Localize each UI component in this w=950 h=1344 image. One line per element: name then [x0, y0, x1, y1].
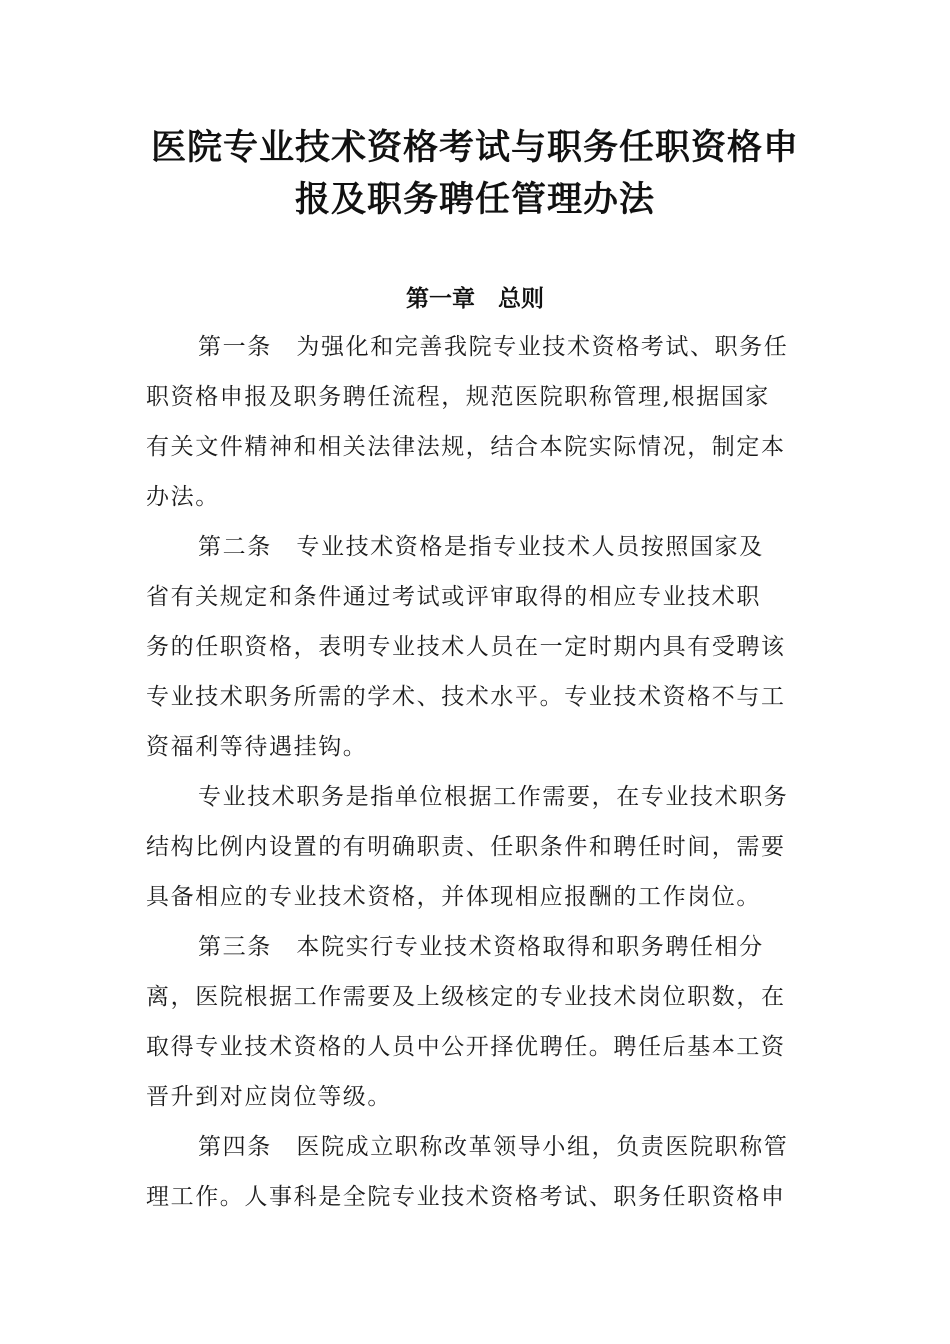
text-line: 具备相应的专业技术资格，并体现相应报酬的工作岗位。: [146, 884, 761, 910]
text-line: 结构比例内设置的有明确职责、任职条件和聘任时间，需要: [146, 834, 786, 860]
text-line: 专业技术职务是指单位根据工作需要，在专业技术职务: [198, 784, 789, 810]
text-line: 资福利等待遇挂钩。: [146, 734, 368, 760]
text-line: 有关文件精神和相关法律法规，结合本院实际情况，制定本: [146, 434, 786, 460]
title-line-2: 报及职务聘任管理办法: [294, 180, 655, 220]
text-line: 第一条 为强化和完善我院专业技术资格考试、职务任: [198, 334, 789, 360]
text-line: 办法。: [146, 484, 220, 510]
text-line: 离，医院根据工作需要及上级核定的专业技术岗位职数，在: [146, 984, 786, 1010]
chapter-heading: 第一章 总则: [406, 286, 544, 312]
text-line: 取得专业技术资格的人员中公开择优聘任。聘任后基本工资: [146, 1034, 786, 1060]
text-line: 务的任职资格，表明专业技术人员在一定时期内具有受聘该: [146, 634, 786, 660]
document-title: [0, 122, 950, 226]
title-line-1: 医院专业技术资格考试与职务任职资格申: [150, 128, 799, 168]
text-line: 第四条 医院成立职称改革领导小组，负责医院职称管: [198, 1134, 789, 1160]
text-line: 理工作。人事科是全院专业技术资格考试、职务任职资格申: [146, 1184, 786, 1210]
text-line: 省有关规定和条件通过考试或评审取得的相应专业技术职: [146, 584, 761, 610]
text-line: 第三条 本院实行专业技术资格取得和职务聘任相分: [198, 934, 764, 960]
text-line: 职资格申报及职务聘任流程，规范医院职称管理,根据国家: [146, 384, 770, 410]
text-line: 第二条 专业技术资格是指专业技术人员按照国家及: [198, 534, 764, 560]
text-line: 晋升到对应岗位等级。: [146, 1084, 392, 1110]
text-line: 专业技术职务所需的学术、技术水平。专业技术资格不与工: [146, 684, 786, 710]
